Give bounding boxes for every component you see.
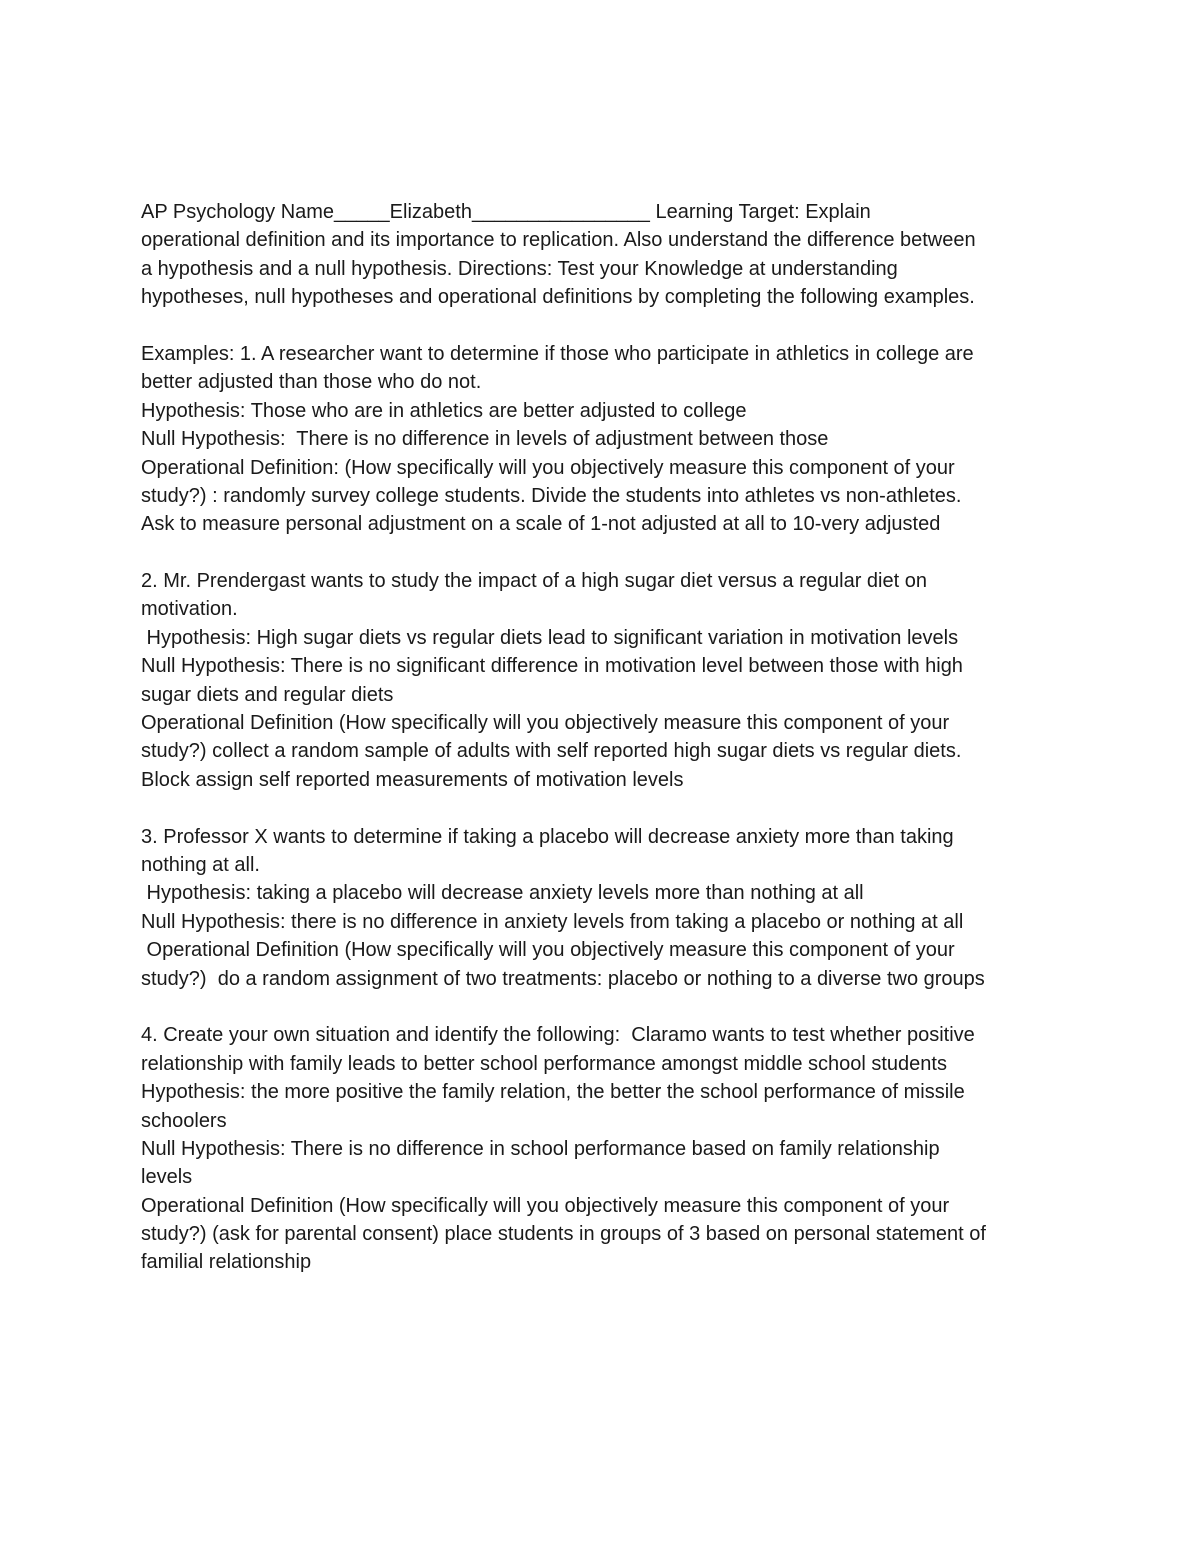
example-2 [141, 567, 1071, 794]
example-2-null-hypothesis: Null Hypothesis: There is no significant difference in motivation level between those with high [141, 655, 963, 678]
example-3-prompt: nothing at all. [141, 853, 260, 876]
paragraph-gap [141, 312, 1071, 340]
example-2-hypothesis: Hypothesis: High sugar diets vs regular diets lead to significant variation in motivation levels [141, 626, 959, 649]
example-4-null-hypothesis: Null Hypothesis: There is no difference in school performance based on family relationship [141, 1137, 940, 1160]
example-1-operational-definition: study?) : randomly survey college students. Divide the students into athletes vs non-athletes. [141, 484, 962, 507]
example-4 [141, 1021, 1071, 1277]
example-3-null-hypothesis: Null Hypothesis: there is no difference in anxiety levels from taking a placebo or nothing at all [141, 910, 964, 933]
intro-line: hypotheses, null hypotheses and operational definitions by completing the following examples. [141, 286, 975, 309]
example-1-operational-definition: Operational Definition: (How specifically will you objectively measure this component of your [141, 456, 955, 479]
paragraph-gap [141, 539, 1071, 567]
example-3-operational-definition: Operational Definition (How specifically will you objectively measure this component of your [141, 939, 955, 962]
example-1-operational-definition: Ask to measure personal adjustment on a scale of 1-not adjusted at all to 10-very adjusted [141, 513, 941, 536]
example-4-hypothesis: Hypothesis: the more positive the family relation, the better the school performance of missile [141, 1081, 965, 1104]
intro-line: AP Psychology Name_____Elizabeth________________ Learning Target: Explain [141, 201, 871, 223]
example-2-operational-definition: Operational Definition (How specifically will you objectively measure this component of your [141, 712, 950, 735]
example-3-operational-definition: study?) do a random assignment of two treatments: placebo or nothing to a diverse two groups [141, 967, 985, 990]
example-4-operational-definition: familial relationship [141, 1251, 312, 1274]
intro-line: a hypothesis and a null hypothesis. Directions: Test your Knowledge at understanding [141, 257, 898, 280]
paragraph-gap [141, 794, 1071, 822]
example-4-prompt: relationship with family leads to better school performance amongst middle school students [141, 1052, 947, 1075]
example-4-hypothesis: schoolers [141, 1109, 227, 1132]
example-3-prompt: 3. Professor X wants to determine if taking a placebo will decrease anxiety more than taking [141, 825, 954, 848]
intro-line: operational definition and its importance to replication. Also understand the difference between [141, 229, 976, 252]
example-4-operational-definition: study?) (ask for parental consent) place students in groups of 3 based on personal statement of [141, 1223, 986, 1246]
example-3 [141, 823, 1071, 993]
example-4-null-hypothesis: levels [141, 1166, 193, 1189]
example-2-prompt: 2. Mr. Prendergast wants to study the impact of a high sugar diet versus a regular diet on [141, 570, 927, 593]
paragraph-gap [141, 993, 1071, 1021]
example-2-null-hypothesis: sugar diets and regular diets [141, 683, 394, 706]
example-1 [141, 340, 1071, 539]
intro-paragraph [141, 198, 1071, 312]
example-4-prompt: 4. Create your own situation and identify the following: Claramo wants to test whether positive [141, 1024, 975, 1047]
example-2-operational-definition: study?) collect a random sample of adults with self reported high sugar diets vs regular diets. [141, 740, 962, 763]
example-4-operational-definition: Operational Definition (How specifically will you objectively measure this component of your [141, 1194, 950, 1217]
example-1-prompt: better adjusted than those who do not. [141, 371, 482, 394]
example-1-prompt: Examples: 1. A researcher want to determine if those who participate in athletics in college are [141, 342, 974, 365]
worksheet-document [141, 198, 1071, 1277]
example-1-null-hypothesis: Null Hypothesis: There is no difference in levels of adjustment between those [141, 428, 829, 451]
example-2-operational-definition: Block assign self reported measurements of motivation levels [141, 768, 684, 791]
example-1-hypothesis: Hypothesis: Those who are in athletics are better adjusted to college [141, 399, 747, 422]
example-2-prompt: motivation. [141, 598, 238, 621]
example-3-hypothesis: Hypothesis: taking a placebo will decrease anxiety levels more than nothing at all [141, 882, 864, 905]
